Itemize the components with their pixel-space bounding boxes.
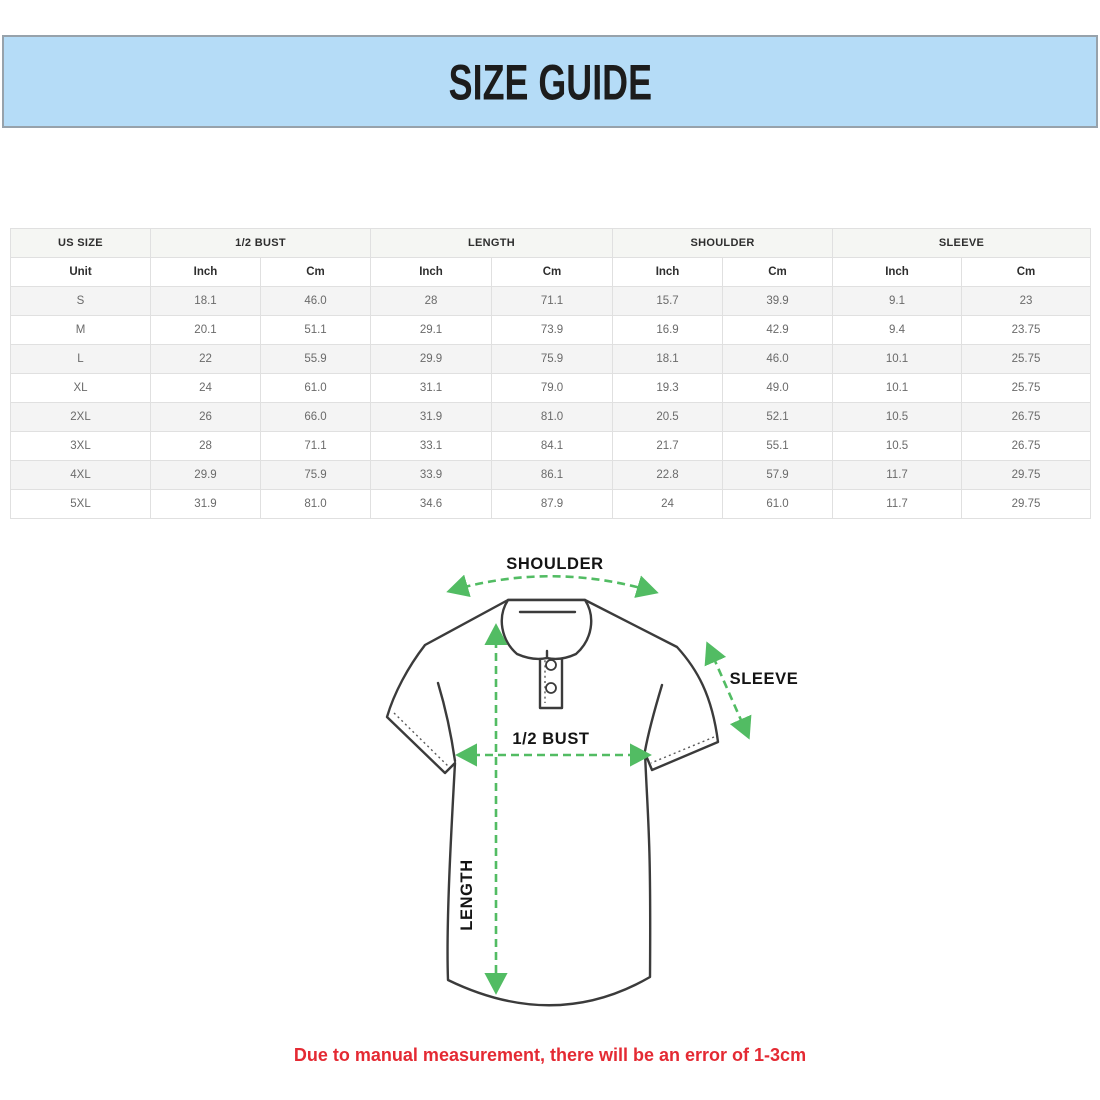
- column-group-sleeve: SLEEVE: [833, 229, 1091, 258]
- table-cell: XL: [11, 374, 151, 403]
- table-row-5xl: [11, 490, 1091, 519]
- unit-cell: Inch: [371, 258, 492, 287]
- table-cell: 26.75: [962, 432, 1091, 461]
- table-cell: 2XL: [11, 403, 151, 432]
- table-cell: 31.9: [151, 490, 261, 519]
- table-cell: 71.1: [492, 287, 613, 316]
- table-cell: 18.1: [151, 287, 261, 316]
- table-cell: 16.9: [613, 316, 723, 345]
- column-group-1-2-bust: 1/2 BUST: [151, 229, 371, 258]
- table-cell: 24: [151, 374, 261, 403]
- column-group-length: LENGTH: [371, 229, 613, 258]
- table-row-4xl: [11, 461, 1091, 490]
- table-cell: 39.9: [723, 287, 833, 316]
- table-cell: 34.6: [371, 490, 492, 519]
- table-cell: 21.7: [613, 432, 723, 461]
- table-cell: 84.1: [492, 432, 613, 461]
- unit-cell: Inch: [151, 258, 261, 287]
- table-cell: 28: [151, 432, 261, 461]
- column-group-us-size: US SIZE: [11, 229, 151, 258]
- table-cell: 10.5: [833, 403, 962, 432]
- table-cell: 10.1: [833, 374, 962, 403]
- sleeve-label: SLEEVE: [729, 670, 799, 688]
- bust-label: 1/2 BUST: [512, 730, 590, 748]
- table-cell: 66.0: [261, 403, 371, 432]
- table-cell: 11.7: [833, 461, 962, 490]
- table-cell: 25.75: [962, 345, 1091, 374]
- table-cell: 22.8: [613, 461, 723, 490]
- table-cell: 24: [613, 490, 723, 519]
- table-cell: 75.9: [492, 345, 613, 374]
- table-cell: M: [11, 316, 151, 345]
- table-cell: 28: [371, 287, 492, 316]
- table-cell: 87.9: [492, 490, 613, 519]
- table-cell: L: [11, 345, 151, 374]
- table-cell: 20.5: [613, 403, 723, 432]
- table-cell: 75.9: [261, 461, 371, 490]
- table-cell: 22: [151, 345, 261, 374]
- table-cell: 33.9: [371, 461, 492, 490]
- unit-cell: Cm: [492, 258, 613, 287]
- table-cell: S: [11, 287, 151, 316]
- table-cell: 23.75: [962, 316, 1091, 345]
- table-cell: 86.1: [492, 461, 613, 490]
- table-cell: 55.9: [261, 345, 371, 374]
- table-cell: 29.9: [151, 461, 261, 490]
- table-cell: 20.1: [151, 316, 261, 345]
- table-cell: 10.5: [833, 432, 962, 461]
- table-cell: 46.0: [723, 345, 833, 374]
- table-cell: 29.9: [371, 345, 492, 374]
- table-cell: 49.0: [723, 374, 833, 403]
- shirt-diagram-svg: [350, 545, 810, 1045]
- table-cell: 31.9: [371, 403, 492, 432]
- unit-cell: Inch: [613, 258, 723, 287]
- page-title: SIZE GUIDE: [448, 53, 652, 110]
- table-cell: 15.7: [613, 287, 723, 316]
- table-cell: 5XL: [11, 490, 151, 519]
- size-table-head: [11, 229, 1091, 287]
- unit-row: [11, 258, 1091, 287]
- table-cell: 9.1: [833, 287, 962, 316]
- measurement-note: Due to manual measurement, there will be an error of 1-3cm: [293, 1045, 807, 1065]
- table-cell: 26: [151, 403, 261, 432]
- table-row-l: [11, 345, 1091, 374]
- table-row-s: [11, 287, 1091, 316]
- length-label: LENGTH: [458, 859, 476, 931]
- shirt-diagram: [350, 545, 810, 1045]
- table-cell: 31.1: [371, 374, 492, 403]
- unit-cell: Cm: [261, 258, 371, 287]
- table-cell: 26.75: [962, 403, 1091, 432]
- unit-cell: Unit: [11, 258, 151, 287]
- unit-cell: Inch: [833, 258, 962, 287]
- table-cell: 3XL: [11, 432, 151, 461]
- table-cell: 4XL: [11, 461, 151, 490]
- table-cell: 25.75: [962, 374, 1091, 403]
- table-cell: 23: [962, 287, 1091, 316]
- size-guide-banner: [2, 35, 1098, 128]
- table-cell: 55.1: [723, 432, 833, 461]
- table-cell: 46.0: [261, 287, 371, 316]
- table-cell: 19.3: [613, 374, 723, 403]
- shoulder-label: SHOULDER: [506, 555, 604, 573]
- table-cell: 29.1: [371, 316, 492, 345]
- table-cell: 42.9: [723, 316, 833, 345]
- table-cell: 29.75: [962, 490, 1091, 519]
- table-cell: 18.1: [613, 345, 723, 374]
- table-cell: 71.1: [261, 432, 371, 461]
- column-group-row: [11, 229, 1091, 258]
- column-group-shoulder: SHOULDER: [613, 229, 833, 258]
- table-cell: 79.0: [492, 374, 613, 403]
- size-table-container: [10, 228, 1090, 519]
- shoulder-arrow: [450, 576, 655, 592]
- table-cell: 81.0: [492, 403, 613, 432]
- table-cell: 61.0: [261, 374, 371, 403]
- table-cell: 9.4: [833, 316, 962, 345]
- table-cell: 52.1: [723, 403, 833, 432]
- table-row-3xl: [11, 432, 1091, 461]
- table-cell: 61.0: [723, 490, 833, 519]
- collar: [502, 600, 591, 659]
- unit-cell: Cm: [723, 258, 833, 287]
- table-cell: 51.1: [261, 316, 371, 345]
- unit-cell: Cm: [962, 258, 1091, 287]
- table-cell: 29.75: [962, 461, 1091, 490]
- table-cell: 57.9: [723, 461, 833, 490]
- table-row-m: [11, 316, 1091, 345]
- table-cell: 33.1: [371, 432, 492, 461]
- table-row-2xl: [11, 403, 1091, 432]
- table-cell: 10.1: [833, 345, 962, 374]
- size-table: [10, 228, 1091, 519]
- table-cell: 11.7: [833, 490, 962, 519]
- size-table-body: [11, 287, 1091, 519]
- table-row-xl: [11, 374, 1091, 403]
- polo-shirt-outline: [387, 600, 718, 1005]
- table-cell: 73.9: [492, 316, 613, 345]
- table-cell: 81.0: [261, 490, 371, 519]
